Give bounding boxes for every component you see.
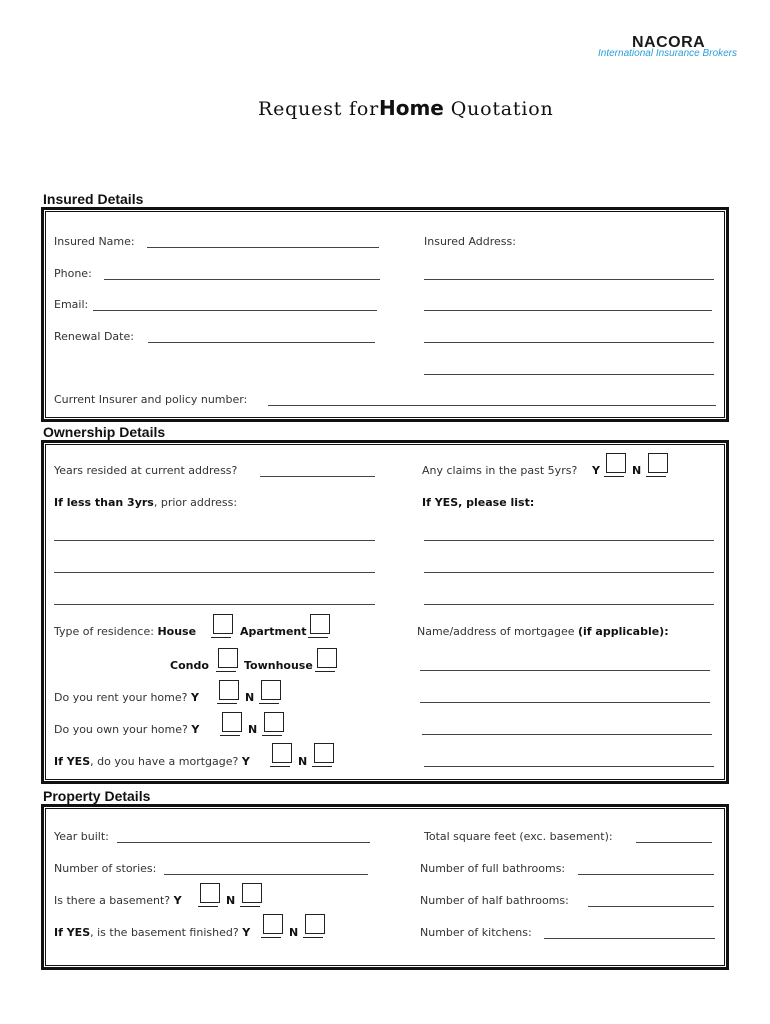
own-yes-underline — [220, 735, 240, 736]
finished-yes-underline — [261, 937, 281, 938]
finished-no-underline — [303, 937, 323, 938]
prior-address-line-2[interactable] — [54, 572, 375, 573]
current-insurer-label: Current Insurer and policy number: — [54, 393, 248, 406]
own-no-checkbox[interactable] — [264, 712, 284, 732]
title-part-request: Request for — [258, 98, 379, 120]
basement-y-text: Y — [173, 894, 182, 907]
basement-yes-checkbox[interactable] — [200, 883, 220, 903]
claims-n-label — [632, 464, 641, 478]
townhouse-underline — [315, 671, 335, 672]
mortgage-label — [54, 755, 250, 769]
claims-no-checkbox[interactable] — [648, 453, 668, 473]
apartment-text: Apartment — [240, 625, 307, 638]
year-built-field[interactable] — [117, 842, 370, 843]
claims-no-underline — [646, 476, 666, 477]
mortgage-rest: , do you have a mortgage? — [90, 755, 239, 768]
mortgage-y-text: Y — [241, 755, 250, 768]
claims-yes-underline — [604, 476, 624, 477]
basement-n-label — [226, 894, 235, 908]
insured-details-box — [41, 207, 729, 422]
finished-no-checkbox[interactable] — [305, 914, 325, 934]
claims-list-text: If YES, please list: — [422, 496, 535, 509]
prior-address-rest: , prior address: — [153, 496, 238, 509]
email-field[interactable] — [93, 310, 377, 311]
rent-home-label — [54, 691, 199, 705]
year-built-label: Year built: — [54, 830, 109, 843]
prior-address-line-3[interactable] — [54, 604, 375, 605]
current-insurer-field[interactable] — [268, 405, 716, 406]
years-resided-field[interactable] — [260, 476, 375, 477]
stories-label: Number of stories: — [54, 862, 157, 875]
mortgage-yes-checkbox[interactable] — [272, 743, 292, 763]
basement-yes-underline — [198, 906, 218, 907]
claims-list-line-1[interactable] — [424, 540, 714, 541]
rent-y-text: Y — [191, 691, 199, 704]
full-bath-label: Number of full bathrooms: — [420, 862, 566, 875]
residence-type-label — [54, 625, 196, 639]
finished-n-text: N — [289, 926, 299, 939]
mortgagee-label — [417, 625, 669, 639]
rent-no-underline — [259, 703, 279, 704]
mortgage-bold: If YES — [54, 755, 91, 768]
own-home-text: Do you own your home? — [54, 723, 188, 736]
email-label: Email: — [54, 298, 89, 311]
title-part-home: Home — [378, 96, 444, 120]
claims-label: Any claims in the past 5yrs? — [422, 464, 578, 477]
phone-field[interactable] — [104, 279, 380, 280]
property-details-heading: Property Details — [43, 788, 151, 804]
own-yes-checkbox[interactable] — [222, 712, 242, 732]
finished-n-label — [289, 926, 298, 940]
insured-address-label: Insured Address: — [424, 235, 516, 248]
own-n-label — [248, 723, 257, 737]
rent-n-label — [245, 691, 254, 705]
rent-yes-underline — [217, 703, 237, 704]
page-title — [258, 96, 554, 120]
logo-name: NACORA — [632, 34, 706, 51]
mortgage-no-checkbox[interactable] — [314, 743, 334, 763]
prior-address-label — [54, 496, 237, 510]
insured-details-heading: Insured Details — [43, 191, 144, 207]
insured-name-label: Insured Name: — [54, 235, 135, 248]
full-bath-field[interactable] — [578, 874, 714, 875]
mortgagee-line-2[interactable] — [420, 702, 710, 703]
house-label: House — [157, 625, 197, 638]
rent-home-text: Do you rent your home? — [54, 691, 188, 704]
rent-n-text: N — [245, 691, 255, 704]
prior-address-bold: If less than 3yrs — [54, 496, 154, 509]
total-sqft-label: Total square feet (exc. basement): — [424, 830, 613, 843]
total-sqft-field[interactable] — [636, 842, 712, 843]
basement-no-underline — [240, 906, 260, 907]
mortgage-yes-underline — [270, 766, 290, 767]
mortgage-n-label — [298, 755, 307, 769]
apartment-underline — [308, 637, 328, 638]
claims-list-line-3[interactable] — [424, 604, 714, 605]
address-line-4[interactable] — [424, 374, 714, 375]
finished-bold: If YES — [54, 926, 91, 939]
logo-tagline: International Insurance Brokers — [598, 48, 737, 59]
mortgage-no-underline — [312, 766, 332, 767]
house-underline — [211, 637, 231, 638]
own-y-text: Y — [191, 723, 200, 736]
apartment-label — [240, 625, 307, 639]
years-resided-label: Years resided at current address? — [54, 464, 238, 477]
kitchens-field[interactable] — [544, 938, 715, 939]
mortgagee-line-4[interactable] — [424, 766, 714, 767]
basement-no-checkbox[interactable] — [242, 883, 262, 903]
address-line-2[interactable] — [424, 310, 712, 311]
own-n-text: N — [248, 723, 258, 736]
condo-label — [170, 659, 209, 673]
mortgagee-text: Name/address of mortgagee — [417, 625, 575, 638]
claims-list-line-2[interactable] — [424, 572, 714, 573]
kitchens-label: Number of kitchens: — [420, 926, 532, 939]
address-line-3[interactable] — [424, 342, 714, 343]
own-no-underline — [262, 735, 282, 736]
rent-no-checkbox[interactable] — [261, 680, 281, 700]
mortgagee-line-1[interactable] — [420, 670, 710, 671]
rent-yes-checkbox[interactable] — [219, 680, 239, 700]
townhouse-label — [244, 659, 313, 673]
claims-y-label — [592, 464, 600, 478]
stories-field[interactable] — [164, 874, 368, 875]
mortgagee-paren: (if applicable): — [578, 625, 669, 638]
condo-checkbox[interactable] — [218, 648, 238, 668]
prior-address-line-1[interactable] — [54, 540, 375, 541]
basement-finished-label — [54, 926, 250, 940]
basement-n-text: N — [226, 894, 236, 907]
basement-text: Is there a basement? — [54, 894, 171, 907]
mortgage-n-text: N — [298, 755, 308, 768]
townhouse-checkbox[interactable] — [317, 648, 337, 668]
insured-name-field[interactable] — [147, 247, 379, 248]
finished-rest: , is the basement finished? — [90, 926, 239, 939]
claims-n-text: N — [632, 464, 642, 477]
property-details-box — [41, 804, 729, 970]
house-checkbox[interactable] — [213, 614, 233, 634]
address-line-1[interactable] — [424, 279, 714, 280]
title-part-quotation: Quotation — [450, 98, 554, 120]
residence-type-text: Type of residence: — [54, 625, 154, 638]
claims-y-text: Y — [592, 464, 600, 477]
townhouse-text: Townhouse — [244, 659, 313, 672]
basement-label — [54, 894, 182, 908]
renewal-date-label: Renewal Date: — [54, 330, 134, 343]
finished-yes-checkbox[interactable] — [263, 914, 283, 934]
apartment-checkbox[interactable] — [310, 614, 330, 634]
claims-yes-checkbox[interactable] — [606, 453, 626, 473]
own-home-label — [54, 723, 199, 737]
phone-label: Phone: — [54, 267, 92, 280]
half-bath-label: Number of half bathrooms: — [420, 894, 569, 907]
claims-list-label — [422, 496, 534, 510]
mortgagee-line-3[interactable] — [422, 734, 712, 735]
condo-underline — [216, 671, 236, 672]
finished-y-text: Y — [242, 926, 251, 939]
condo-text: Condo — [170, 659, 209, 672]
renewal-date-field[interactable] — [148, 342, 375, 343]
ownership-details-heading: Ownership Details — [43, 424, 166, 440]
half-bath-field[interactable] — [588, 906, 714, 907]
